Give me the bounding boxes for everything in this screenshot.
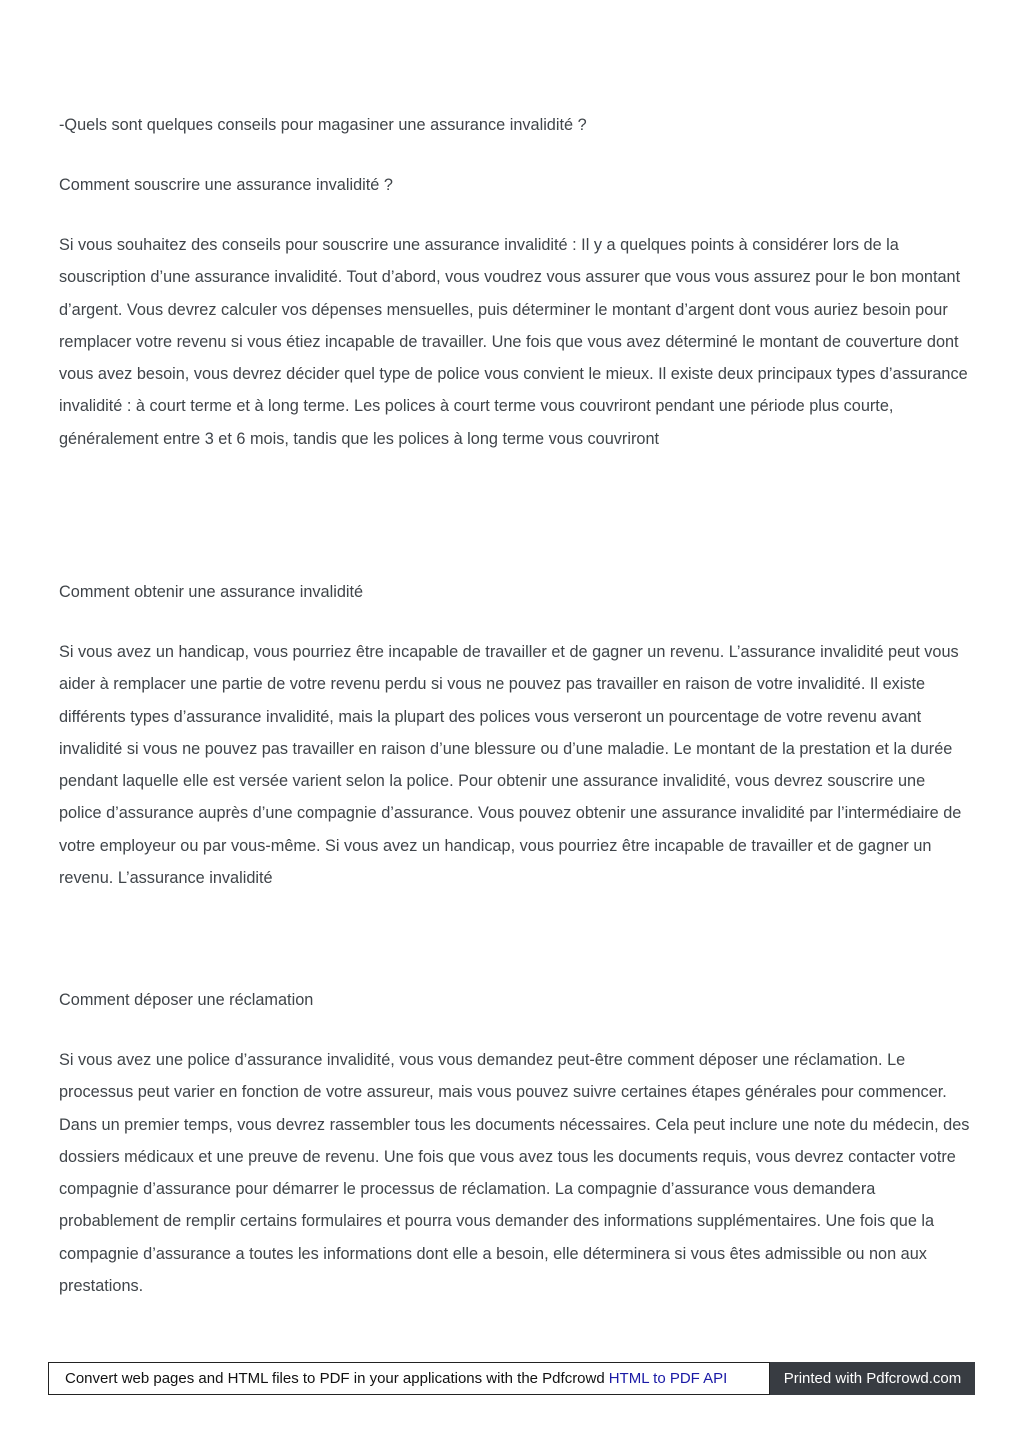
html-to-pdf-api-link[interactable]: HTML to PDF API <box>608 1370 728 1387</box>
section-heading-souscrire: Comment souscrire une assurance invalidité ? <box>59 176 393 194</box>
section-body-souscrire: Si vous souhaitez des conseils pour souscrire une assurance invalidité : Il y a quelques points à considérer lors de la souscription d’une assurance invalidité. Tout d’abord, vous voudrez vous assurer que vous vous assurez pour le bon montant d’argent. Vous devrez calculer vos dépenses mensuelles, puis déterminer le montant d’argent dont vous auriez besoin pour remplacer votre revenu si vous étiez incapable de travailler. Une fois que vous avez déterminé le montant de couverture dont vous avez besoin, vous devrez décider quel type de police vous convient le mieux. Il existe deux principaux types d’assurance invalidité : à court terme et à long terme. Les polices à court terme vous couvriront pendant une période plus courte, généralement entre 3 et 6 mois, tandis que les polices à long terme vous couvriront <box>59 236 968 448</box>
section-heading-reclamation: Comment déposer une réclamation <box>59 991 314 1009</box>
section-body-reclamation: Si vous avez une police d’assurance invalidité, vous vous demandez peut-être comment déposer une réclamation. Le processus peut varier en fonction de votre assureur, mais vous pouvez suivre certaines étapes générales pour commencer. Dans un premier temps, vous devrez rassembler tous les documents nécessaires. Cela peut inclure une note du médecin, des dossiers médicaux et une preuve de revenu. Une fois que vous avez tous les documents requis, vous devrez contacter votre compagnie d’assurance pour démarrer le processus de réclamation. La compagnie d’assurance vous demandera probablement de remplir certains formulaires et pourra vous demander des informations supplémentaires. Une fois que la compagnie d’assurance a toutes les informations dont elle a besoin, elle déterminera si vous êtes admissible ou non aux prestations. <box>59 1051 970 1296</box>
section-body-obtenir: Si vous avez un handicap, vous pourriez être incapable de travailler et de gagner un revenu. L’assurance invalidité peut vous aider à remplacer une partie de votre revenu perdu si vous ne pouvez pas travailler en raison de votre invalidité. Il existe différents types d’assurance invalidité, mais la plupart des polices vous verseront un pourcentage de votre revenu avant invalidité si vous ne pouvez pas travailler en raison d’une blessure ou d’une maladie. Le montant de la prestation et la durée pendant laquelle elle est versée varient selon la police. Pour obtenir une assurance invalidité, vous devrez souscrire une police d’assurance auprès d’une compagnie d’assurance. Vous pouvez obtenir une assurance invalidité par l’intermédiaire de votre employeur ou par vous-même. Si vous avez un handicap, vous pourriez être incapable de travailler et de gagner un revenu. L’assurance invalidité <box>59 643 962 888</box>
question-heading: -Quels sont quelques conseils pour magasiner une assurance invalidité ? <box>59 116 587 134</box>
section-heading-obtenir: Comment obtenir une assurance invalidité <box>59 583 364 601</box>
footer-text: Convert web pages and HTML files to PDF in your applications with the Pdfcrowd <box>65 1370 605 1387</box>
footer-promo <box>48 1362 770 1395</box>
printed-with-badge[interactable]: Printed with Pdfcrowd.com <box>770 1362 975 1395</box>
pdfcrowd-footer <box>48 1362 975 1395</box>
